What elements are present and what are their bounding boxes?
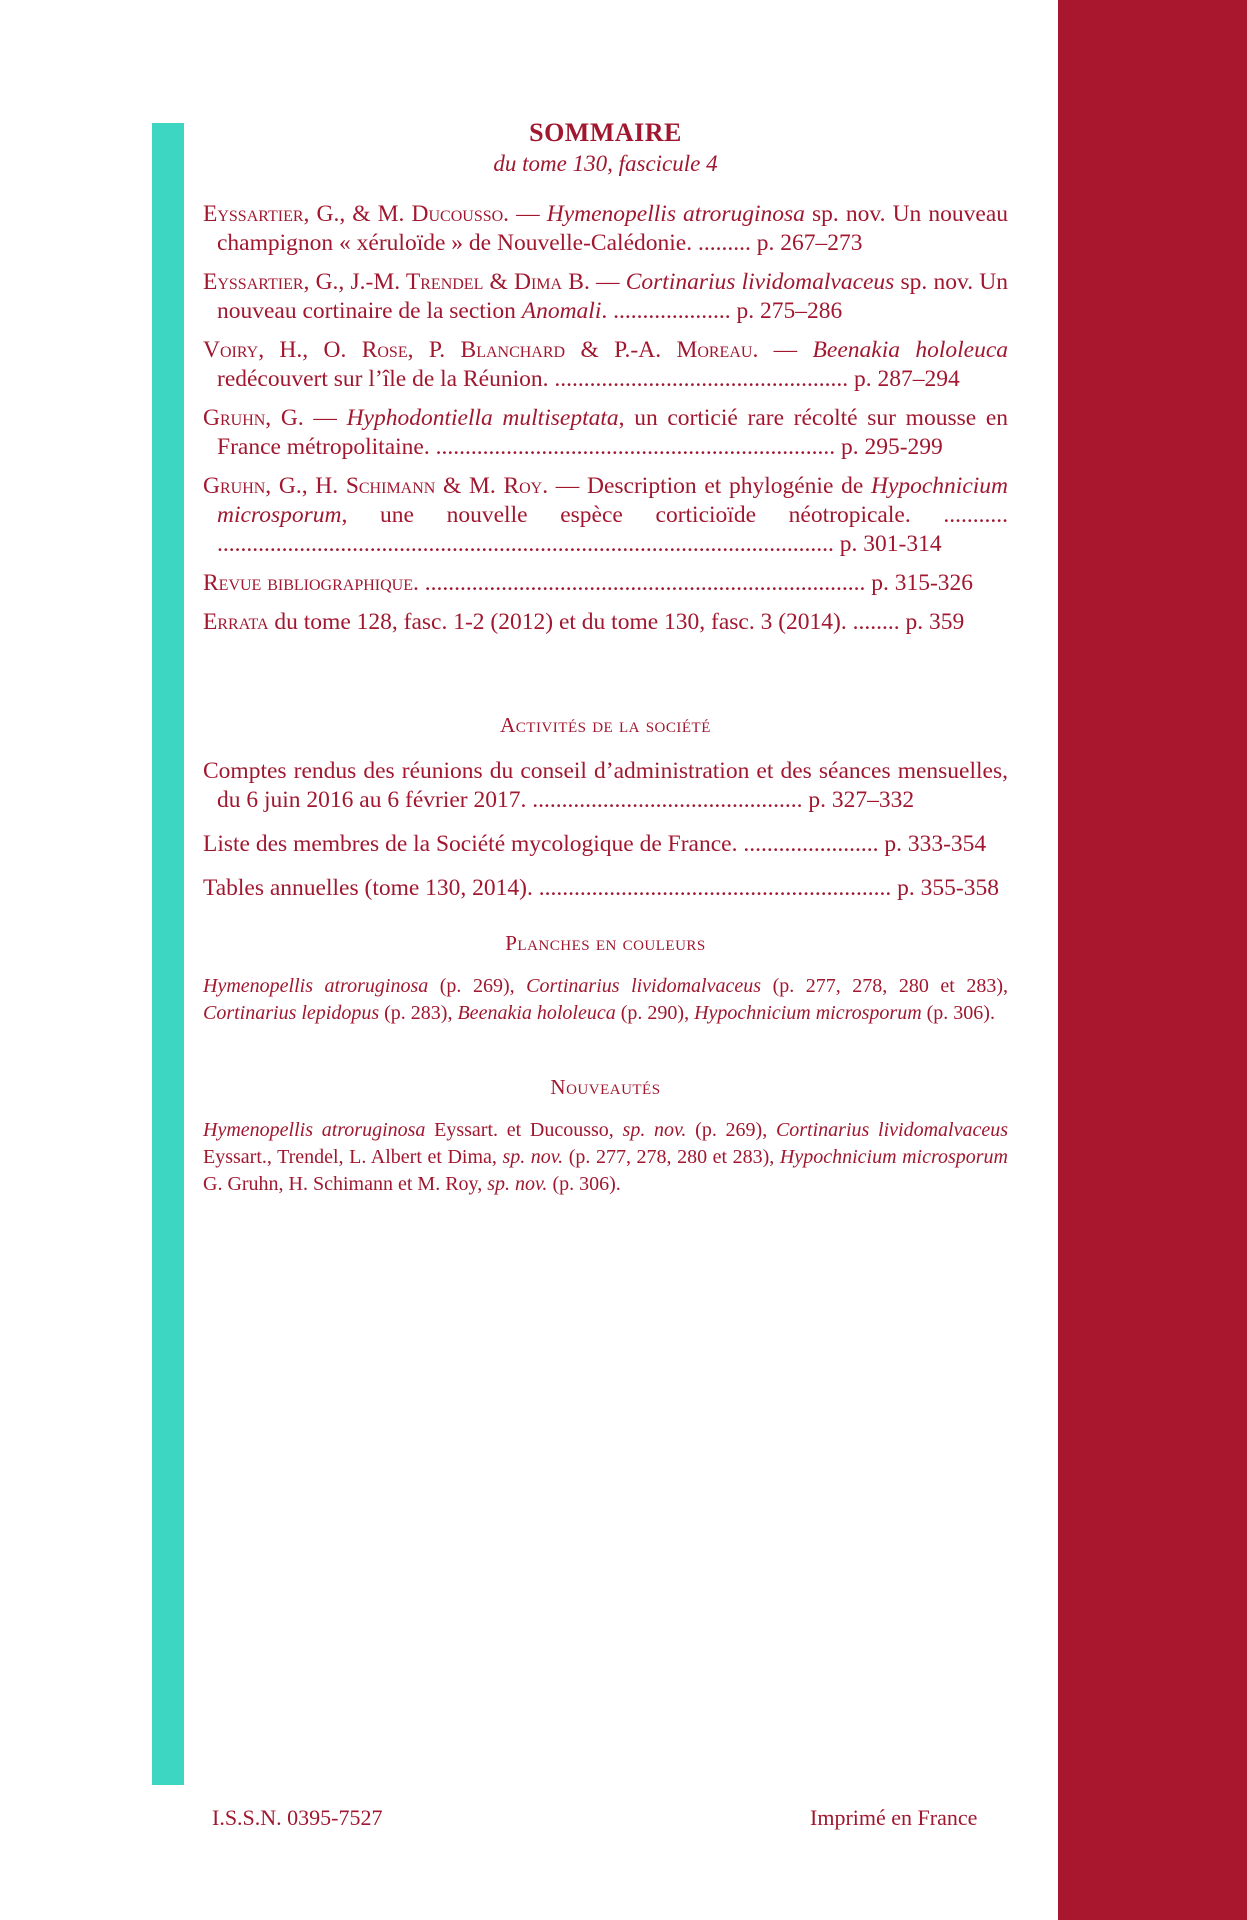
species-name: Hypochnicium microsporum [694,1002,922,1024]
section-heading-planches: Planches en couleurs [505,931,706,955]
entry-pages: p. 333-354 [878,831,987,857]
toc-entry [203,569,1008,598]
species-name: Cortinarius lividomalvaceus [526,975,762,997]
entry-species: Hymenopellis atroruginosa [546,201,805,227]
entry-dash: — [758,337,813,363]
entry-authors: Revue bibliographique. [203,570,419,596]
section-heading-activites: Activités de la société [500,713,711,737]
para-text: (p. 306). [547,1173,621,1195]
toc-entry [203,608,1008,637]
page-subtitle: du tome 130, fascicule 4 [493,151,718,176]
nouveautes-paragraph [203,1117,1008,1198]
entry-leader: ........... ......................................................................................................... [217,502,1008,557]
entry-authors: Eyssartier, G., & M. Ducousso. [203,201,510,227]
toc-content [203,118,1008,1198]
entry-leader: .............................................. [532,787,803,813]
entry-dash: — [548,473,587,499]
entry-dash: — [303,405,347,431]
entry-title: sp. nov. Un nouveau cortinaire de la section [217,269,1009,324]
species-name: sp. nov. [622,1119,687,1141]
entry-authors: Voiry, H., O. Rose, P. Blanchard & P.-A. Moreau. [203,337,759,363]
entry-leader: .................................................. [554,366,849,392]
section-heading-nouveautes: Nouveautés [550,1075,661,1099]
issn-number: I.S.S.N. 0395-7527 [212,1805,383,1830]
entry-species: Hyphodontiella multiseptata [346,405,619,431]
entry-dash: — [509,201,547,227]
activites-item-text: Liste des membres de la Société mycologique de France. [203,831,744,857]
entry-leader: ......... [697,230,751,256]
entry-pages: p. 275–286 [730,298,843,324]
entry-leader: ............................................................ [538,875,892,901]
entry-pages: p. 355-358 [891,875,999,901]
toc-entry [203,472,1008,559]
activites-item-text: Comptes rendus des réunions du conseil d’administration et des séances mensuelles, du 6 juin 2016 au 6 février 2017. [203,758,1008,813]
entry-title: , un corticié rare récolté sur mousse en France métropolitaine. [217,405,1009,460]
entry-pages: p. 359 [899,609,965,635]
entry-title-end: . [601,298,614,324]
para-text: (p. 306). [921,1002,995,1024]
para-text: G. Gruhn, H. Schimann et M. Roy, [203,1173,488,1195]
species-name: Cortinarius lepidopus [203,1002,380,1024]
species-name: Hymenopellis atroruginosa [203,1119,426,1141]
entry-title: sp. nov. Un nouveau champignon « xéruloïde » de Nouvelle-Calédonie. [217,201,1009,256]
entry-section: Anomali [521,298,602,324]
entry-leader: ....................... [743,831,879,857]
activites-item [203,874,1008,903]
teal-margin-bar [152,123,184,1785]
entry-leader: ........................................................................... [424,570,866,596]
entry-species: Beenakia hololeuca [812,337,1008,363]
species-name: sp. nov. [502,1146,564,1168]
para-text: Eyssart., Trendel, L. Albert et Dima, [203,1146,503,1168]
entry-pages: p. 315-326 [865,570,974,596]
activites-item [203,830,1008,859]
printed-in-france: Imprimé en France [810,1805,978,1830]
para-text: (p. 277, 278, 280 et 283), [761,975,1008,997]
entry-pages: p. 267–273 [750,230,863,256]
entry-title: , une nouvelle espèce corticioïde néotropicale. [341,502,944,528]
species-name: Beenakia hololeuca [457,1002,616,1024]
entry-authors: Eyssartier, G., J.-M. Trendel & Dima B. [203,269,590,295]
para-text: Eyssart. et Ducousso, [425,1119,623,1141]
entry-pages: p. 295-299 [835,434,943,460]
entry-species: Hypochnicium microsporum [217,473,1009,528]
para-text: (p. 283), [379,1002,458,1024]
red-side-band [1058,0,1247,1920]
toc-entry [203,404,1008,462]
entry-title: redécouvert sur l’île de la Réunion. [217,366,555,392]
entry-pages: p. 327–332 [802,787,915,813]
species-name: sp. nov. [487,1173,548,1195]
entry-species: Cortinarius lividomalvaceus [625,269,895,295]
para-text: (p. 269), [428,975,527,997]
entry-authors: Gruhn, G., H. Schimann & M. Roy. [203,473,549,499]
entry-authors: Gruhn, G. [203,405,304,431]
activites-item-text: Tables annuelles (tome 130, 2014). [203,875,539,901]
entry-pages: p. 301-314 [833,531,942,557]
activites-item [203,757,1008,815]
page-title: SOMMAIRE [529,118,682,147]
entry-leader: .................................................................... [435,434,836,460]
entry-title: du tome 128, fasc. 1-2 (2012) et du tome 130, fasc. 3 (2014). [274,609,853,635]
toc-entry [203,336,1008,394]
para-text: (p. 277, 278, 280 et 283), [563,1146,780,1168]
planches-paragraph [203,973,1008,1027]
entry-title-pre: Description et phylogénie de [587,473,871,499]
species-name: Hymenopellis atroruginosa [203,975,429,997]
toc-entry [203,268,1008,326]
para-text: (p. 290), [615,1002,695,1024]
entry-dash: — [589,269,626,295]
entry-leader: ........ [852,609,900,635]
species-name: Cortinarius lividomalvaceus [775,1119,1008,1141]
entry-pages: p. 287–294 [848,366,960,392]
entry-authors: Errata [203,609,269,635]
species-name: Hypochnicium microsporum [779,1146,1008,1168]
para-text: (p. 269), [686,1119,776,1141]
entry-leader: .................... [613,298,731,324]
toc-entry [203,200,1008,258]
